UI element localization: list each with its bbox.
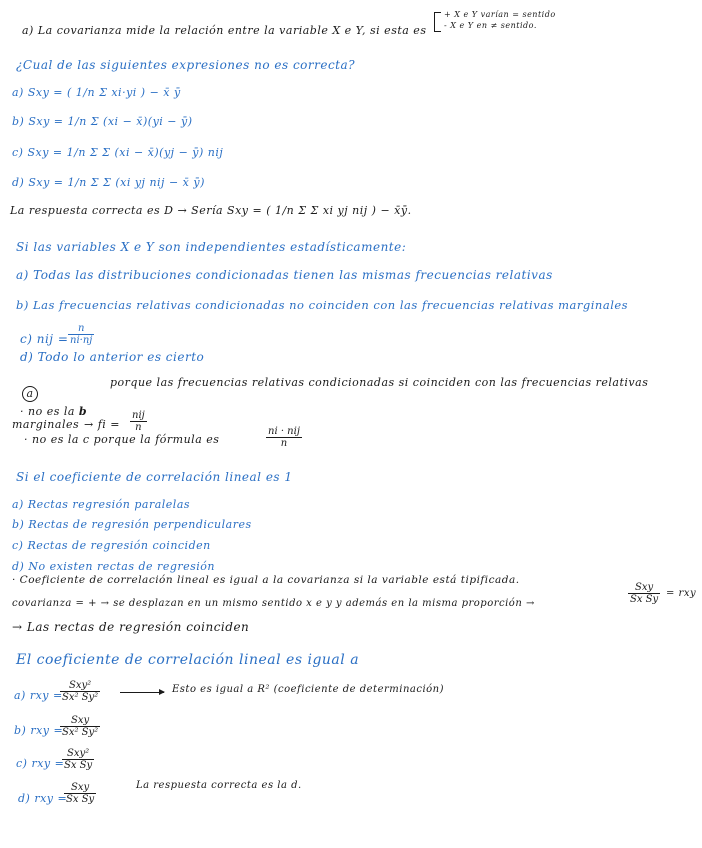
- q5-a-den: Sx² Sy²: [62, 692, 99, 703]
- q1-bracket-bottom: - X e Y en ≠ sentido.: [444, 21, 537, 30]
- q3-note-c-num: ni · nij: [268, 426, 300, 437]
- arrow-right-icon: [120, 692, 164, 693]
- q1-bracket-top: + X e Y varían = sentido: [444, 10, 556, 19]
- q3-option-a: a) Todas las distribuciones condicionadas tienen las mismas frecuencias relativas: [16, 268, 553, 282]
- q3-answer-text: porque las frecuencias relativas condicionadas si coinciden con las frecuencias relativas: [110, 376, 649, 389]
- q1-statement: a) La covarianza mide la relación entre la variable X e Y, si esta es: [22, 24, 427, 37]
- q5-b-label: b) rxy =: [14, 724, 64, 737]
- q5-answer: La respuesta correcta es la d.: [136, 780, 302, 791]
- q2-question: ¿Cual de las siguientes expresiones no es correcta?: [16, 58, 356, 72]
- q2-option-d: d) Sxy = 1/n Σ Σ (xi yj nij − x̄ ȳ): [12, 176, 205, 189]
- q5-a-num: Sxy²: [60, 680, 100, 692]
- q5-question: El coeficiente de correlación lineal es igual a: [16, 652, 360, 668]
- q3-option-b: b) Las frecuencias relativas condicionadas no coinciden con las frecuencias relativas marginales: [16, 298, 629, 312]
- q3-option-d: d) Todo lo anterior es cierto: [20, 350, 205, 364]
- q3-note-b: [20, 405, 87, 418]
- q4-option-c: c) Rectas de regresión coinciden: [12, 539, 211, 552]
- q3-question: Si las variables X e Y son independientes estadísticamente:: [16, 240, 407, 254]
- q3-option-c-den: ni·nj: [70, 335, 93, 346]
- q3-option-c-label: c) nij =: [20, 332, 69, 346]
- q5-c-fraction: [62, 748, 94, 771]
- q3-answer-text2: marginales: [12, 418, 80, 431]
- q4-explanation-tail: = rxy: [666, 588, 697, 599]
- bracket-icon: [434, 12, 441, 32]
- q3-note-c-den: n: [280, 438, 288, 449]
- q3-answer-fraction: [130, 410, 147, 433]
- q3-note-c: · no es la c porque la fórmula es: [24, 433, 220, 446]
- q4-explanation-3: → Las rectas de regresión coinciden: [12, 620, 250, 634]
- q3-answer-formula-num: nij: [132, 410, 145, 421]
- q2-answer: La respuesta correcta es D → Sería Sxy = ( 1/n Σ Σ xi yj nij ) − x̄ȳ.: [10, 204, 412, 217]
- q3-answer-formula-den: n: [135, 422, 142, 433]
- q5-b-num: Sxy: [60, 715, 100, 727]
- q5-a-note: Esto es igual a R² (coeficiente de determinación): [172, 684, 445, 695]
- q4-explanation-num: Sxy: [628, 582, 660, 594]
- q2-option-a: a) Sxy = ( 1/n Σ xi·yi ) − x̄ ȳ: [12, 86, 181, 99]
- q4-explanation-2: covarianza = + → se desplazan en un mismo sentido x e y y además en la misma proporción →: [12, 598, 535, 609]
- q2-option-c: c) Sxy = 1/n Σ Σ (xi − x̄)(yj − ȳ) nij: [12, 146, 224, 159]
- q5-d-num: Sxy: [64, 782, 96, 794]
- q3-option-c-fraction: [68, 323, 94, 346]
- q3-answer: [22, 386, 38, 402]
- q4-explanation-den: Sx Sy: [630, 594, 659, 605]
- q5-c-label: c) rxy =: [16, 757, 65, 770]
- q5-a-label: a) rxy =: [14, 689, 63, 702]
- q5-d-den: Sx Sy: [66, 794, 95, 805]
- q5-b-fraction: [60, 715, 100, 738]
- q5-a-fraction: [60, 680, 100, 703]
- q5-d-fraction: [64, 782, 96, 805]
- q4-question: Si el coeficiente de correlación lineal es 1: [16, 470, 293, 484]
- q3-note-c-fraction: [266, 426, 302, 449]
- q4-option-d: d) No existen rectas de regresión: [12, 560, 216, 573]
- q4-explanation-fraction: [628, 582, 660, 605]
- q3-note-b-pre: · no es la: [20, 405, 79, 418]
- q5-b-den: Sx² Sy²: [62, 727, 99, 738]
- q5-d-label: d) rxy =: [18, 792, 68, 805]
- answer-circle-icon: a: [22, 386, 38, 402]
- q4-option-a: a) Rectas regresión paralelas: [12, 498, 191, 511]
- q5-c-den: Sx Sy: [64, 760, 93, 771]
- q3-answer-formula-label: → fi =: [84, 418, 121, 431]
- q3-note-b-letter: b: [78, 405, 88, 418]
- q2-option-b: b) Sxy = 1/n Σ (xi − x̄)(yi − ȳ): [12, 115, 193, 128]
- q4-option-b: b) Rectas de regresión perpendiculares: [12, 518, 252, 531]
- q4-explanation-1: · Coeficiente de correlación lineal es igual a la covarianza si la variable está tipificada.: [12, 574, 520, 586]
- q5-c-num: Sxy²: [62, 748, 94, 760]
- q3-option-c-num: n: [68, 323, 94, 335]
